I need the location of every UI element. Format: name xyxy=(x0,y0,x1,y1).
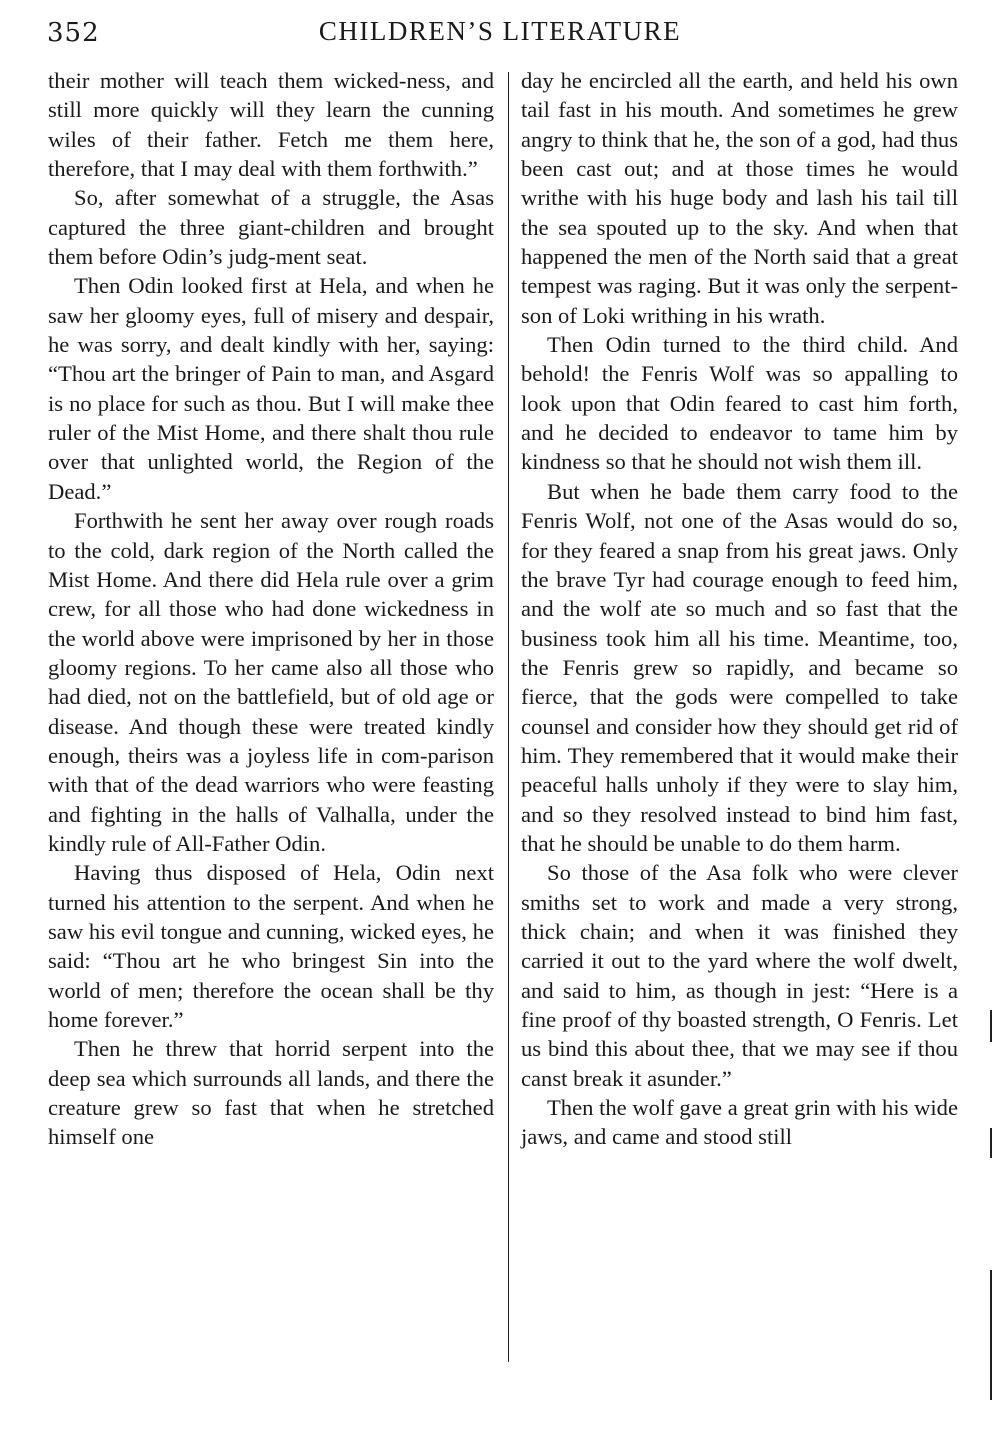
margin-mark xyxy=(990,1010,992,1042)
left-column xyxy=(48,66,494,1152)
running-title: CHILDREN’S LITERATURE xyxy=(318,16,682,46)
paragraph: day he encircled all the earth, and held his own tail fast in his mouth. And sometimes he grew angry to think that he, the son of a god, had thus been cast out; and at those times he would writhe with his huge body and lash his tail till the sea spouted up to the sky. And when that happened the men of the North said that a great tempest was raging. But it was only the serpent-son of Loki writhing in his wrath. xyxy=(521,68,958,328)
right-column xyxy=(521,66,958,1152)
paragraph: So, after somewhat of a struggle, the Asas captured the three giant-children and brought them before Odin’s judg-ment seat. xyxy=(48,185,494,270)
margin-mark xyxy=(990,1270,992,1400)
column-divider xyxy=(508,72,509,1362)
paragraph: Forthwith he sent her away over rough roads to the cold, dark region of the North called the Mist Home. And there did Hela rule over a grim crew, for all those who had done wickedness in the world above were imprisoned by her in those gloomy regions. To her came also all those who had died, not on the battlefield, but of old age or disease. And though these were treated kindly enough, theirs was a joyless life in com-parison with that of the dead warriors who were feasting and fighting in the halls of Valhalla, under the kindly rule of All-Father Odin. xyxy=(48,508,494,856)
paragraph: Then the wolf gave a great grin with his wide jaws, and came and stood still xyxy=(521,1095,958,1150)
paragraph: Having thus disposed of Hela, Odin next turned his attention to the serpent. And when he saw his evil tongue and cunning, wicked eyes, he said: “Thou art he who bringest Sin into the world of men; therefore the ocean shall be thy home forever.” xyxy=(48,860,494,1032)
page-header xyxy=(0,12,1000,52)
paragraph: their mother will teach them wicked-ness, and still more quickly will they learn the cunning wiles of their father. Fetch me them here, therefore, that I may deal with them forthwith.” xyxy=(48,68,494,182)
paragraph: But when he bade them carry food to the Fenris Wolf, not one of the Asas would do so, for they feared a snap from his great jaws. Only the brave Tyr had courage enough to feed him, and the wolf ate so much and so fast that the business took him all his time. Meantime, too, the Fenris grew so rapidly, and became so fierce, that the gods were compelled to take counsel and consider how they should get rid of him. They remembered that it would make their peaceful halls unholy if they were to slay him, and so they resolved instead to bind him fast, that he should be unable to do them harm. xyxy=(521,478,958,856)
paragraph: Then he threw that horrid serpent into the deep sea which surrounds all lands, and there the creature grew so fast that when he stretched himself one xyxy=(48,1036,494,1150)
margin-mark xyxy=(990,1128,992,1158)
page-number: 352 xyxy=(47,18,100,48)
paragraph: Then Odin turned to the third child. And behold! the Fenris Wolf was so appalling to look upon that Odin feared to cast him forth, and he decided to endeavor to tame him by kindness so that he should not wish them ill. xyxy=(521,332,958,475)
paragraph: Then Odin looked first at Hela, and when he saw her gloomy eyes, full of misery and despair, he was sorry, and dealt kindly with her, saying: “Thou art the bringer of Pain to man, and Asgard is no place for such as thou. But I will make thee ruler of the Mist Home, and there shalt thou rule over that unlighted world, the Region of the Dead.” xyxy=(48,273,494,504)
paragraph: So those of the Asa folk who were clever smiths set to work and made a very strong, thick chain; and when it was finished they carried it out to the yard where the wolf dwelt, and said to him, as though in jest: “Here is a fine proof of thy boasted strength, O Fenris. Let us bind this about thee, that we may see if thou canst break it asunder.” xyxy=(521,860,958,1091)
